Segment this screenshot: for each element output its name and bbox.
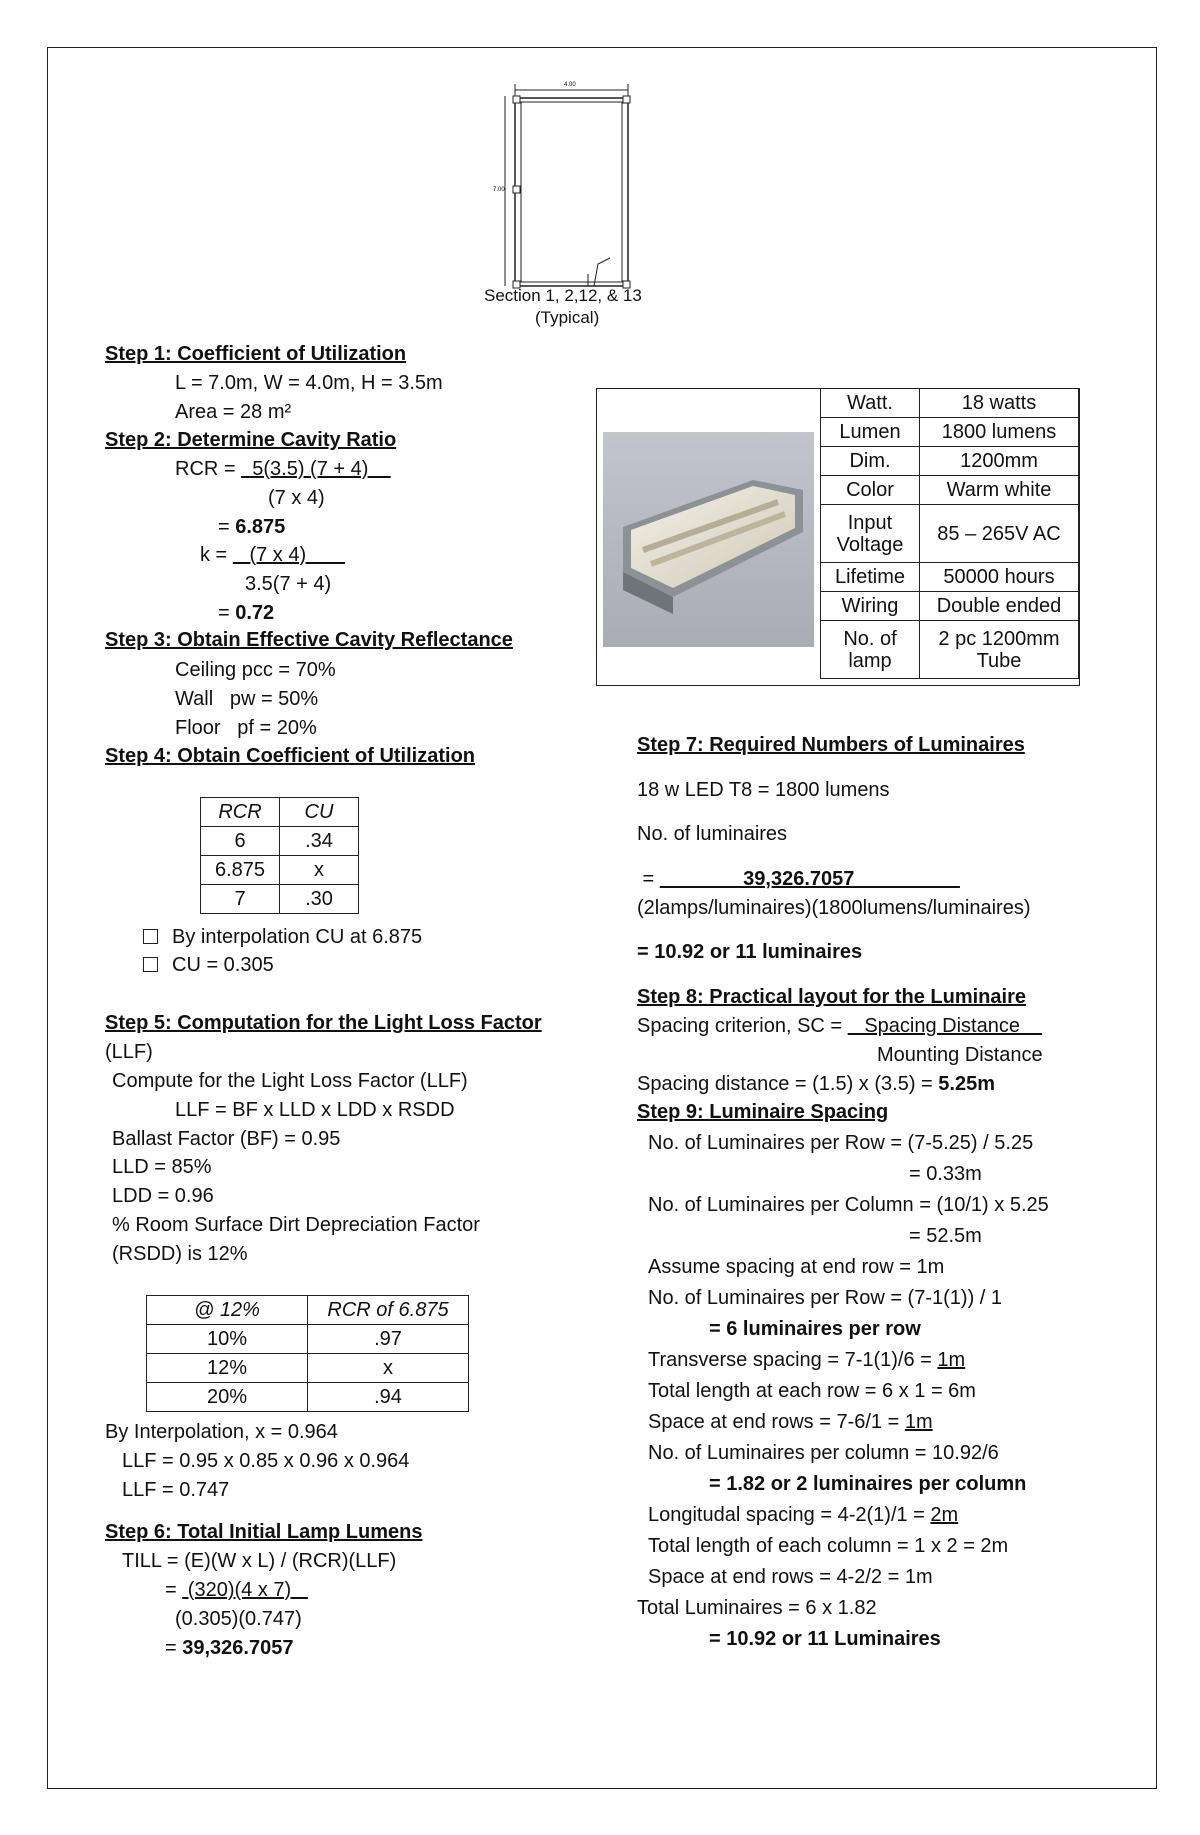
step9-line: = 52.5m	[909, 1225, 982, 1247]
total-luminaires-result: = 10.92 or 11 Luminaires	[709, 1628, 941, 1650]
spec-value: 1200mm	[920, 447, 1079, 476]
spec-value: 50000 hours	[920, 563, 1079, 592]
no-of-luminaires-label: No. of luminaires	[637, 823, 788, 845]
step1-heading: Step 1: Coefficient of Utilization	[105, 343, 407, 365]
spec-value: 85 – 265V AC	[920, 505, 1079, 563]
luminaire-photo	[603, 432, 814, 647]
ballast-factor: Ballast Factor (BF) = 0.95	[112, 1128, 341, 1150]
diagram-caption-typical: (Typical)	[535, 308, 600, 327]
spec-value: 1800 lumens	[920, 418, 1079, 447]
spec-value: 2 pc 1200mm Tube	[920, 621, 1079, 679]
spec-label: Input Voltage	[821, 505, 920, 563]
table-cell: 6.875	[201, 856, 280, 885]
table-cell: .94	[308, 1383, 469, 1412]
table-cell: 7	[201, 885, 280, 914]
step9-line: Space at end rows = 4-2/2 = 1m	[648, 1566, 933, 1588]
spec-label: Lifetime	[821, 563, 920, 592]
mounting-distance: Mounting Distance	[877, 1044, 1043, 1066]
bullet-interpolation: By interpolation CU at 6.875	[143, 925, 422, 949]
luminaires-per-row-result: = 6 luminaires per row	[709, 1318, 921, 1340]
step9-line: No. of Luminaires per Row = (7-1(1)) / 1	[648, 1287, 1003, 1309]
lamp-lumens: 18 w LED T8 = 1800 lumens	[637, 779, 890, 801]
ldd-value: LDD = 0.96	[112, 1185, 214, 1207]
width-dimension-label: 4.00	[564, 82, 576, 88]
table-cell: 20%	[147, 1383, 308, 1412]
step4-heading: Step 4: Obtain Coefficient of Utilization	[105, 745, 475, 767]
rsdd-description: % Room Surface Dirt Depreciation Factor	[112, 1214, 480, 1236]
step9-heading: Step 9: Luminaire Spacing	[637, 1101, 889, 1123]
till-numerator: = (320)(4 x 7)	[165, 1579, 308, 1601]
step3-heading: Step 3: Obtain Effective Cavity Reflectance	[105, 629, 513, 651]
step9-line: Assume spacing at end row = 1m	[648, 1256, 945, 1278]
step6-heading: Step 6: Total Initial Lamp Lumens	[105, 1521, 423, 1543]
lld-value: LLD = 85%	[112, 1156, 212, 1178]
bullet-cu-value: CU = 0.305	[143, 953, 274, 977]
step9-line: No. of Luminaires per Column = (10/1) x 5.25	[648, 1194, 1049, 1216]
table-cell: 12%	[147, 1354, 308, 1383]
table-cell: .34	[280, 827, 359, 856]
table-cell: 6	[201, 827, 280, 856]
spec-label: Wiring	[821, 592, 920, 621]
longitudinal-spacing: Longitudal spacing = 4-2(1)/1 = 2m	[648, 1504, 959, 1526]
table-cell: x	[308, 1354, 469, 1383]
till-denominator: (0.305)(0.747)	[175, 1608, 302, 1630]
llf-result: LLF = 0.747	[122, 1479, 230, 1501]
spec-value: Warm white	[920, 476, 1079, 505]
ceiling-reflectance: Ceiling pcc = 70%	[175, 659, 336, 681]
space-at-end-rows: Space at end rows = 7-6/1 = 1m	[648, 1411, 933, 1433]
height-dimension-label: 7.00	[493, 187, 505, 193]
table-cell: .97	[308, 1325, 469, 1354]
interpolation-result: By Interpolation, x = 0.964	[105, 1421, 338, 1443]
llf-formula: LLF = BF x LLD x LDD x RSDD	[175, 1099, 455, 1121]
table-header: @ 12%	[147, 1296, 308, 1325]
checkbox-bullet-icon	[143, 929, 158, 944]
till-result: = 39,326.7057	[165, 1637, 294, 1659]
total-luminaires: Total Luminaires = 6 x 1.82	[637, 1597, 877, 1619]
table-header: CU	[280, 798, 359, 827]
luminaires-per-column-result: = 1.82 or 2 luminaires per column	[709, 1473, 1027, 1495]
step9-line: Total length of each column = 1 x 2 = 2m	[648, 1535, 1009, 1557]
k-formula: k = (7 x 4)	[200, 544, 346, 566]
step1-area: Area = 28 m²	[175, 401, 292, 423]
rsdd-interpolation-table	[146, 1295, 469, 1412]
step1-dimensions: L = 7.0m, W = 4.0m, H = 3.5m	[175, 372, 443, 394]
table-header: RCR	[201, 798, 280, 827]
spec-value: Double ended	[920, 592, 1079, 621]
floor-reflectance: Floor pf = 20%	[175, 717, 317, 739]
spec-label: Watt.	[821, 389, 920, 418]
luminaires-result: = 10.92 or 11 luminaires	[637, 941, 863, 963]
k-denominator: 3.5(7 + 4)	[245, 573, 332, 595]
spacing-distance: Spacing distance = (1.5) x (3.5) = 5.25m	[637, 1073, 995, 1095]
spec-label: Dim.	[821, 447, 920, 476]
llf-calculation: LLF = 0.95 x 0.85 x 0.96 x 0.964	[122, 1450, 410, 1472]
rcr-result: = 6.875	[218, 516, 286, 538]
step9-line: Total length at each row = 6 x 1 = 6m	[648, 1380, 976, 1402]
step5-heading: Step 5: Computation for the Light Loss Factor	[105, 1012, 542, 1034]
spec-table	[820, 388, 1079, 679]
table-header: RCR of 6.875	[308, 1296, 469, 1325]
diagram-caption: Section 1, 2,12, & 13	[484, 286, 642, 305]
spec-label: Color	[821, 476, 920, 505]
till-formula: TILL = (E)(W x L) / (RCR)(LLF)	[122, 1550, 397, 1572]
k-result: = 0.72	[218, 602, 275, 624]
spec-label: Lumen	[821, 418, 920, 447]
step2-heading: Step 2: Determine Cavity Ratio	[105, 429, 397, 451]
luminaires-denominator: (2lamps/luminaires)(1800lumens/luminaires)	[637, 897, 1031, 919]
cu-interpolation-table	[200, 797, 359, 914]
table-cell: x	[280, 856, 359, 885]
spacing-criterion: Spacing criterion, SC = Spacing Distance	[637, 1015, 1043, 1037]
step5-heading-cont: (LLF)	[105, 1041, 153, 1063]
llf-intro: Compute for the Light Loss Factor (LLF)	[112, 1070, 468, 1092]
rcr-formula: RCR = 5(3.5) (7 + 4)	[175, 458, 391, 480]
spec-value: 18 watts	[920, 389, 1079, 418]
transverse-spacing: Transverse spacing = 7-1(1)/6 = 1m	[648, 1349, 966, 1371]
rsdd-value: (RSDD) is 12%	[112, 1243, 248, 1265]
step8-heading: Step 8: Practical layout for the Luminaire	[637, 986, 1026, 1008]
step7-heading: Step 7: Required Numbers of Luminaires	[637, 734, 1025, 756]
luminaires-numerator: = 39,326.7057	[637, 868, 960, 890]
spec-label: No. of lamp	[821, 621, 920, 679]
step9-line: = 0.33m	[909, 1163, 982, 1185]
rcr-denominator: (7 x 4)	[268, 487, 325, 509]
step9-line: No. of Luminaires per Row = (7-5.25) / 5.25	[648, 1132, 1034, 1154]
checkbox-bullet-icon	[143, 957, 158, 972]
table-cell: .30	[280, 885, 359, 914]
table-cell: 10%	[147, 1325, 308, 1354]
step9-line: No. of Luminaires per column = 10.92/6	[648, 1442, 999, 1464]
wall-reflectance: Wall pw = 50%	[175, 688, 319, 710]
